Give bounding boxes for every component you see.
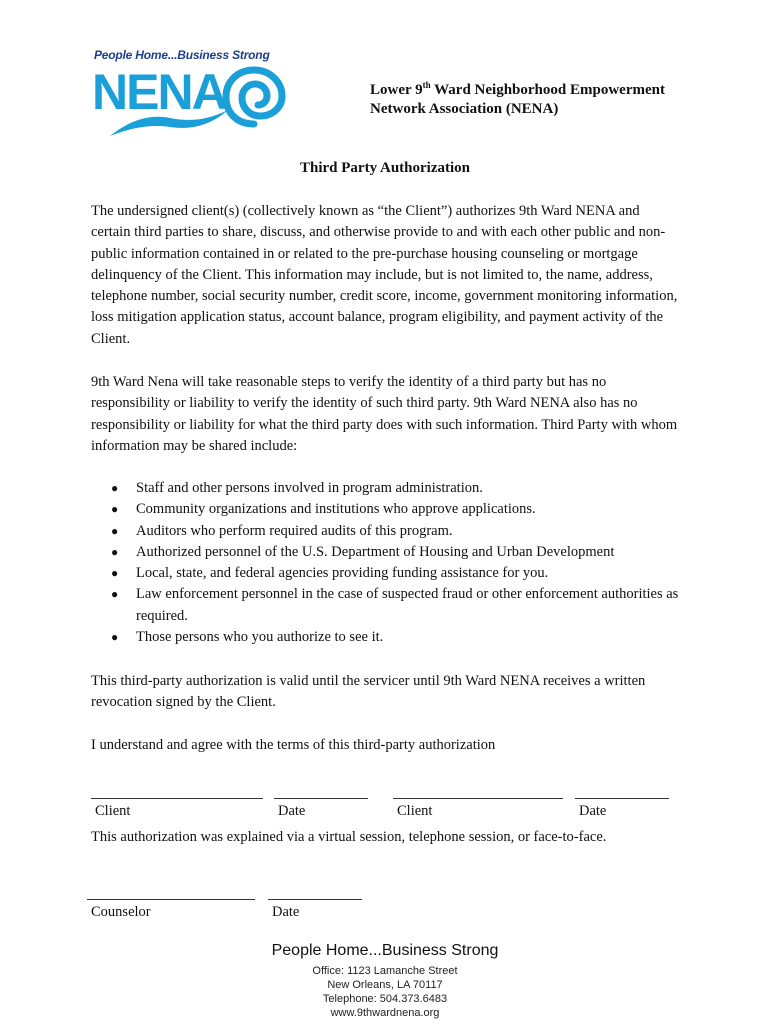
list-item: ● Those persons who you authorize to see it. [111, 629, 384, 646]
footer-address: Office: 1123 Lamanche Street New Orleans, LA 70117 Telephone: 504.373.6483 www.9thwardnena.org [0, 964, 770, 1020]
logo-wordmark: NENA [92, 64, 226, 120]
list-item: ● Auditors who perform required audits of this program. [111, 522, 453, 539]
list-item: ● Staff and other persons involved in program administration. [111, 480, 483, 496]
paragraph-validity: This third-party authorization is valid until the servicer until 9th Ward NENA receives a written revocation signed by the Client. [91, 673, 646, 711]
client-signature-field[interactable]: Client [91, 798, 263, 820]
list-item: ● Community organizations and institutions who approve applications. [111, 501, 536, 518]
footer-tagline: People Home...Business Strong [271, 942, 499, 959]
client2-date-field[interactable]: Date [575, 798, 669, 820]
paragraph-agreement: I understand and agree with the terms of this third-party authorization [91, 737, 496, 753]
document-title: Third Party Authorization [299, 160, 470, 176]
client-date-field[interactable]: Date [274, 798, 368, 820]
paragraph-explained: This authorization was explained via a virtual session, telephone session, or face-to-face. [91, 829, 607, 845]
counselor-signature-field[interactable]: Counselor [87, 899, 255, 921]
list-item: ● Local, state, and federal agencies providing funding assistance for you. [111, 565, 549, 582]
list-item: ● Law enforcement personnel in the case of suspected fraud or other enforcement authorities as required. [111, 586, 679, 624]
nena-logo [92, 48, 292, 134]
wave-icon [110, 110, 230, 138]
list-item: ● Authorized personnel of the U.S. Department of Housing and Urban Development [111, 543, 615, 560]
third-party-list [91, 478, 681, 648]
organization-name: Lower 9th Ward Neighborhood Empowerment Network Association (NENA) [370, 80, 665, 117]
website-link[interactable]: www.9thwardnena.org [330, 1007, 440, 1019]
paragraph-verification: 9th Ward Nena will take reasonable steps to verify the identity of a third party but has no responsibility or liability to verify the identity of such third party. 9th Ward NENA also has no responsibility or liability for what the third party does with such information. Third Party with whom information may be shared include: [91, 374, 678, 454]
paragraph-consent: The undersigned client(s) (collectively known as “the Client”) authorizes 9th Ward NENA and certain third parties to share, discuss, and otherwise provide to and with each other public and non-public information contained in or related to the pre-purchase housing counseling or mortgage delinquency of the Client. This information may include, but is not limited to, the name, address, telephone number, social security number, credit score, income, government monitoring information, loss mitigation application status, account balance, program eligibility, and payment activity of the Client. [91, 203, 678, 347]
client2-signature-field[interactable]: Client [393, 798, 563, 820]
swirl-icon [222, 66, 286, 128]
counselor-date-field[interactable]: Date [268, 899, 362, 921]
logo-tagline: People Home...Business Strong [94, 48, 270, 62]
